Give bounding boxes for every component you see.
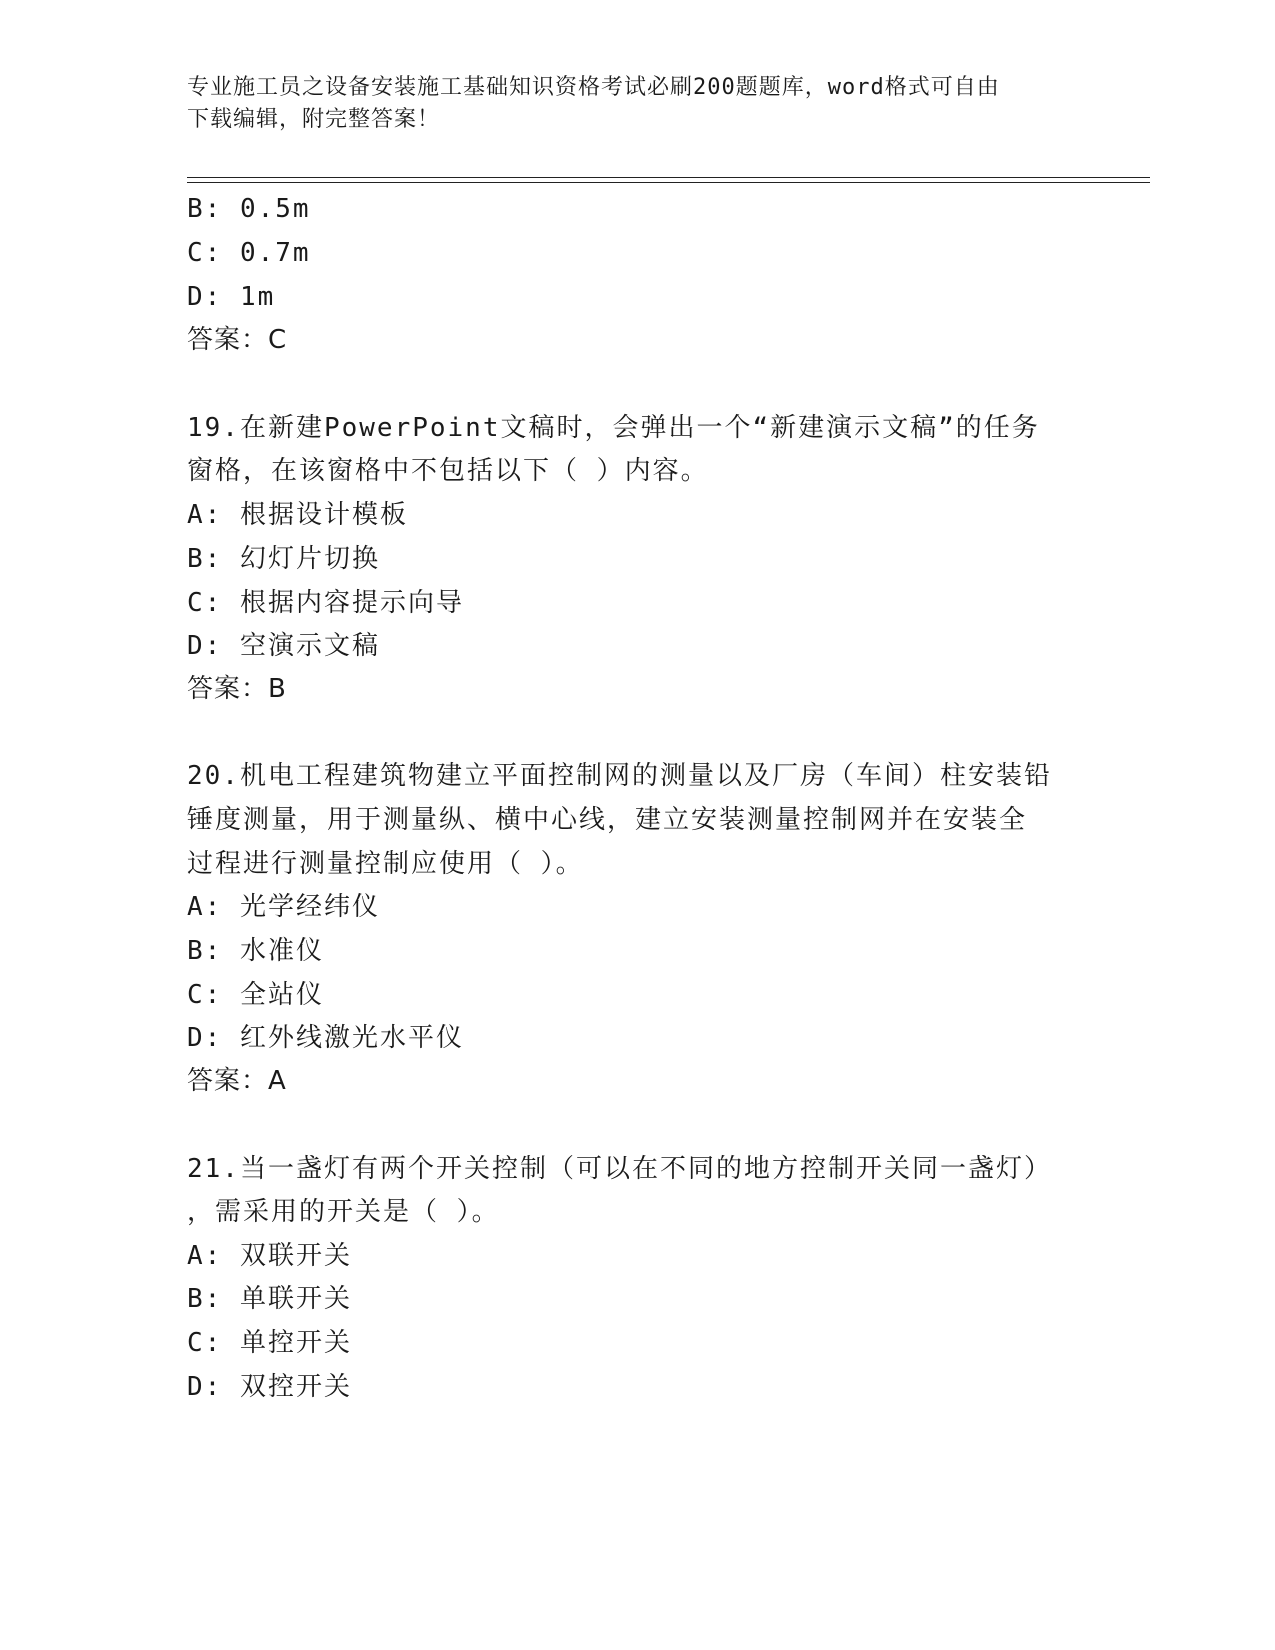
- question-21-text-line-2: ，需采用的开关是（ ）。: [187, 1197, 500, 1227]
- option-b: B: 0.5m: [187, 194, 311, 224]
- header-divider-bottom: [187, 182, 1150, 183]
- header-line-2: 下载编辑，附完整答案！: [187, 107, 441, 132]
- option-d: D: 1m: [187, 282, 276, 312]
- question-19-text-line-1: 19.在新建PowerPoint文稿时，会弹出一个“新建演示文稿”的任务: [187, 413, 1040, 443]
- question-20-option-d: D: 红外线激光水平仪: [187, 1023, 464, 1053]
- question-20-text-line-2: 锤度测量，用于测量纵、横中心线，建立安装测量控制网并在安装全: [187, 805, 1028, 835]
- question-21-option-b: B: 单联开关: [187, 1284, 352, 1314]
- option-c: C: 0.7m: [187, 238, 311, 268]
- header-line-1: 专业施工员之设备安装施工基础知识资格考试必刷200题题库，word格式可自由: [187, 75, 1000, 100]
- question-21-text-line-1: 21.当一盏灯有两个开关控制（可以在不同的地方控制开关同一盏灯）: [187, 1154, 1052, 1184]
- question-20-option-b: B: 水准仪: [187, 936, 324, 966]
- header-divider-top: [187, 177, 1150, 178]
- question-20-option-c: C: 全站仪: [187, 980, 324, 1010]
- question-21-option-c: C: 单控开关: [187, 1328, 352, 1358]
- question-19-option-a: A: 根据设计模板: [187, 500, 408, 530]
- question-20-text-line-1: 20.机电工程建筑物建立平面控制网的测量以及厂房（车间）柱安装铅: [187, 761, 1052, 791]
- question-20-text-line-3: 过程进行测量控制应使用（ ）。: [187, 849, 584, 879]
- question-19-option-c: C: 根据内容提示向导: [187, 588, 464, 618]
- question-19-option-b: B: 幻灯片切换: [187, 544, 380, 574]
- document-header: [187, 72, 1067, 136]
- question-19-option-d: D: 空演示文稿: [187, 631, 380, 661]
- question-20-option-a: A: 光学经纬仪: [187, 892, 380, 922]
- question-21-option-a: A: 双联开关: [187, 1241, 352, 1271]
- answer-label: 答案：C: [187, 325, 288, 355]
- question-21-option-d: D: 双控开关: [187, 1372, 352, 1402]
- question-19-text-line-2: 窗格，在该窗格中不包括以下（ ）内容。: [187, 456, 709, 486]
- question-19-answer: 答案：B: [187, 674, 287, 704]
- question-20-answer: 答案：A: [187, 1066, 287, 1096]
